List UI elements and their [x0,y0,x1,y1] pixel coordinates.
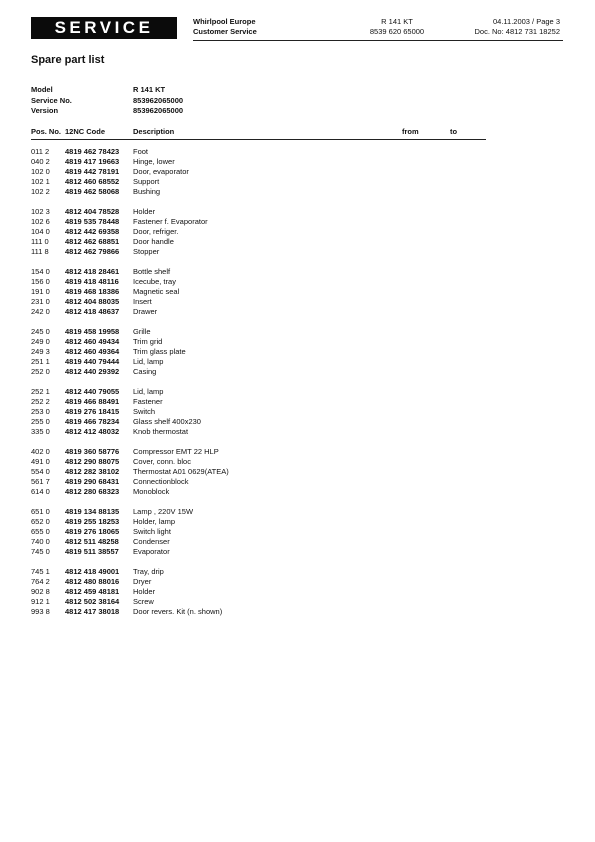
cell-12nc-code: 4812 459 48181 [65,587,120,596]
table-row [31,347,486,357]
cell-description: Magnetic seal [133,287,180,296]
cell-12nc-code: 4812 418 48637 [65,307,120,316]
parts-group [31,567,486,617]
cell-description: Drawer [133,307,158,316]
table-row [31,517,486,527]
cell-12nc-code: 4819 290 68431 [65,477,120,486]
table-row [31,327,486,337]
cell-12nc-code: 4819 462 58068 [65,187,120,196]
cell-pos-no: 111 8 [31,247,49,256]
cell-12nc-code: 4812 282 38102 [65,467,120,476]
cell-pos-no: 253 0 [31,407,50,416]
table-row [31,157,486,167]
table-row [31,457,486,467]
cell-description: Trim grid [133,337,163,346]
table-row [31,247,486,257]
meta-row-version [31,106,183,117]
table-row [31,267,486,277]
table-row [31,217,486,227]
cell-12nc-code: 4812 418 28461 [65,267,120,276]
cell-12nc-code: 4812 462 79866 [65,247,120,256]
cell-pos-no: 651 0 [31,507,50,516]
table-header [31,127,486,137]
cell-description: Door, refriger. [133,227,179,236]
table-row [31,397,486,407]
cell-pos-no: 245 0 [31,327,50,336]
meta-label: Model [31,85,53,94]
table-row [31,227,486,237]
header-divider [193,40,563,41]
cell-pos-no: 491 0 [31,457,50,466]
cell-pos-no: 231 0 [31,297,50,306]
cell-description: Connectionblock [133,477,189,486]
cell-description: Lid, lamp [133,387,164,396]
cell-pos-no: 040 2 [31,157,50,166]
header-company [193,17,257,36]
cell-12nc-code: 4819 511 38557 [65,547,119,556]
cell-description: Monoblock [133,487,170,496]
cell-pos-no: 191 0 [31,287,50,296]
table-row [31,427,486,437]
cell-description: Casing [133,367,157,376]
cell-description: Door handle [133,237,174,246]
cell-12nc-code: 4819 468 18386 [65,287,120,296]
table-row [31,607,486,617]
cell-description: Insert [133,297,152,306]
company-line-1: Whirlpool Europe [193,17,256,26]
cell-pos-no: 242 0 [31,307,50,316]
cell-12nc-code: 4812 460 68552 [65,177,120,186]
table-row [31,357,486,367]
cell-pos-no: 102 6 [31,217,50,226]
cell-pos-no: 745 0 [31,547,50,556]
cell-12nc-code: 4819 442 78191 [65,167,120,176]
date-line-1: 04.11.2003 / Page 3 [492,17,560,26]
col-header-pos: Pos. No. [31,127,62,136]
cell-description: Evaporator [133,547,170,556]
cell-description: Holder, lamp [133,517,176,526]
cell-12nc-code: 4812 404 78528 [65,207,120,216]
cell-12nc-code: 4819 458 19958 [65,327,120,336]
table-row [31,147,486,157]
cell-description: Lid, lamp [133,357,164,366]
cell-description: Door, evaporator [133,167,189,176]
parts-group [31,387,486,437]
table-row [31,277,486,287]
table-row [31,527,486,537]
cell-description: Dryer [133,577,152,586]
cell-pos-no: 614 0 [31,487,50,496]
table-row [31,297,486,307]
page-title: Spare part list [31,54,105,66]
cell-pos-no: 745 1 [31,567,50,576]
header-date [440,17,560,36]
table-row [31,287,486,297]
table-row [31,187,486,197]
cell-pos-no: 554 0 [31,467,50,476]
meta-label: Service No. [31,95,72,105]
cell-12nc-code: 4819 466 78234 [65,417,120,426]
table-row [31,167,486,177]
cell-12nc-code: 4812 440 29392 [65,367,120,376]
cell-pos-no: 111 0 [31,237,49,246]
cell-12nc-code: 4812 280 68323 [65,487,120,496]
meta-label: Version [31,106,59,115]
meta-value: 853962065000 [133,106,184,115]
cell-12nc-code: 4819 440 79444 [65,357,120,366]
cell-pos-no: 402 0 [31,447,50,456]
cell-description: Bottle shelf [133,267,171,276]
cell-pos-no: 764 2 [31,577,50,586]
cell-12nc-code: 4819 276 18415 [65,407,120,416]
cell-12nc-code: 4819 418 48116 [65,277,119,286]
table-row [31,407,486,417]
cell-pos-no: 104 0 [31,227,50,236]
cell-pos-no: 102 1 [31,177,50,186]
cell-12nc-code: 4812 290 88075 [65,457,120,466]
cell-description: Door revers. Kit (n. shown) [133,607,223,616]
company-line-2: Customer Service [193,26,257,36]
cell-12nc-code: 4819 462 78423 [65,147,120,156]
cell-12nc-code: 4812 511 48258 [65,537,119,546]
cell-description: Grille [133,327,151,336]
cell-pos-no: 255 0 [31,417,50,426]
cell-description: Hinge, lower [133,157,175,166]
cell-12nc-code: 4812 412 48032 [65,427,120,436]
cell-pos-no: 011 2 [31,147,50,156]
cell-description: Condenser [133,537,170,546]
table-row [31,207,486,217]
cell-pos-no: 993 8 [31,607,50,616]
table-row [31,337,486,347]
cell-description: Fastener [133,397,163,406]
table-row [31,177,486,187]
cell-pos-no: 156 0 [31,277,50,286]
cell-pos-no: 154 0 [31,267,50,276]
col-header-12nc: 12NC Code [65,127,106,136]
cell-description: Glass shelf 400x230 [133,417,201,426]
cell-12nc-code: 4812 480 88016 [65,577,120,586]
table-row [31,507,486,517]
cell-description: Cover, conn. bloc [133,457,191,466]
table-row [31,577,486,587]
parts-group [31,147,486,197]
cell-pos-no: 655 0 [31,527,50,536]
cell-12nc-code: 4812 417 38018 [65,607,120,616]
cell-pos-no: 252 0 [31,367,50,376]
cell-description: Switch light [133,527,171,536]
model-line-2: 8539 620 65000 [369,26,425,36]
parts-group [31,447,486,497]
cell-description: Fastener f. Evaporator [133,217,208,226]
cell-12nc-code: 4812 460 49364 [65,347,120,356]
cell-12nc-code: 4819 134 88135 [65,507,120,516]
model-line-1: R 141 KT [381,17,413,26]
cell-description: Switch [133,407,156,416]
cell-12nc-code: 4812 404 88035 [65,297,120,306]
cell-description: Screw [133,597,154,606]
meta-row-service-no [31,96,183,107]
table-row [31,547,486,557]
cell-pos-no: 102 3 [31,207,50,216]
cell-pos-no: 912 1 [31,597,50,606]
cell-description: Compressor EMT 22 HLP [133,447,219,456]
cell-12nc-code: 4812 440 79055 [65,387,120,396]
cell-description: Holder [133,587,156,596]
cell-12nc-code: 4812 418 49001 [65,567,120,576]
cell-pos-no: 335 0 [31,427,50,436]
table-row [31,467,486,477]
cell-12nc-code: 4819 360 58776 [65,447,120,456]
table-row [31,537,486,547]
model-info [31,85,183,117]
cell-pos-no: 102 2 [31,187,50,196]
col-header-description: Description [133,127,175,136]
meta-row-model [31,85,183,96]
cell-description: Tray, drip [133,567,164,576]
table-header-divider [31,139,486,140]
cell-description: Support [133,177,160,186]
table-row [31,417,486,427]
cell-pos-no: 252 1 [31,387,50,396]
table-row [31,487,486,497]
parts-group [31,207,486,257]
cell-pos-no: 740 0 [31,537,50,546]
cell-12nc-code: 4819 417 19663 [65,157,120,166]
cell-pos-no: 561 7 [31,477,50,486]
table-row [31,567,486,577]
cell-description: Knob thermostat [133,427,189,436]
cell-description: Bushing [133,187,161,196]
meta-value: 853962065000 [133,95,184,105]
cell-12nc-code: 4819 255 18253 [65,517,120,526]
table-row [31,587,486,597]
parts-group [31,267,486,317]
service-label: SERVICE [54,18,154,37]
table-row [31,387,486,397]
parts-group [31,327,486,377]
cell-description: Foot [133,147,149,156]
header-model [347,17,447,36]
table-row [31,237,486,247]
cell-12nc-code: 4812 460 49434 [65,337,120,346]
cell-pos-no: 249 0 [31,337,50,346]
cell-description: Thermostat A01 0629(ATEA) [133,467,229,476]
cell-description: Icecube, tray [133,277,176,286]
cell-pos-no: 902 8 [31,587,50,596]
cell-12nc-code: 4812 462 68851 [65,237,120,246]
col-header-to: to [450,127,458,136]
cell-12nc-code: 4812 442 69358 [65,227,120,236]
cell-12nc-code: 4819 276 18065 [65,527,120,536]
cell-12nc-code: 4819 466 88491 [65,397,120,406]
col-header-from: from [402,127,419,136]
cell-pos-no: 652 0 [31,517,50,526]
parts-group [31,507,486,557]
parts-list [31,147,486,627]
cell-description: Holder [133,207,156,216]
meta-value: R 141 KT [133,85,166,94]
cell-pos-no: 252 2 [31,397,50,406]
table-row [31,307,486,317]
cell-description: Lamp , 220V 15W [133,507,194,516]
service-logo-box [31,17,177,39]
cell-12nc-code: 4819 535 78448 [65,217,120,226]
cell-pos-no: 249 3 [31,347,50,356]
table-row [31,447,486,457]
cell-pos-no: 102 0 [31,167,50,176]
cell-pos-no: 251 1 [31,357,50,366]
table-row [31,597,486,607]
cell-description: Trim glass plate [133,347,186,356]
doc-number-line: Doc. No: 4812 731 18252 [474,26,560,36]
table-row [31,477,486,487]
cell-12nc-code: 4812 502 38164 [65,597,120,606]
table-row [31,367,486,377]
cell-description: Stopper [133,247,160,256]
